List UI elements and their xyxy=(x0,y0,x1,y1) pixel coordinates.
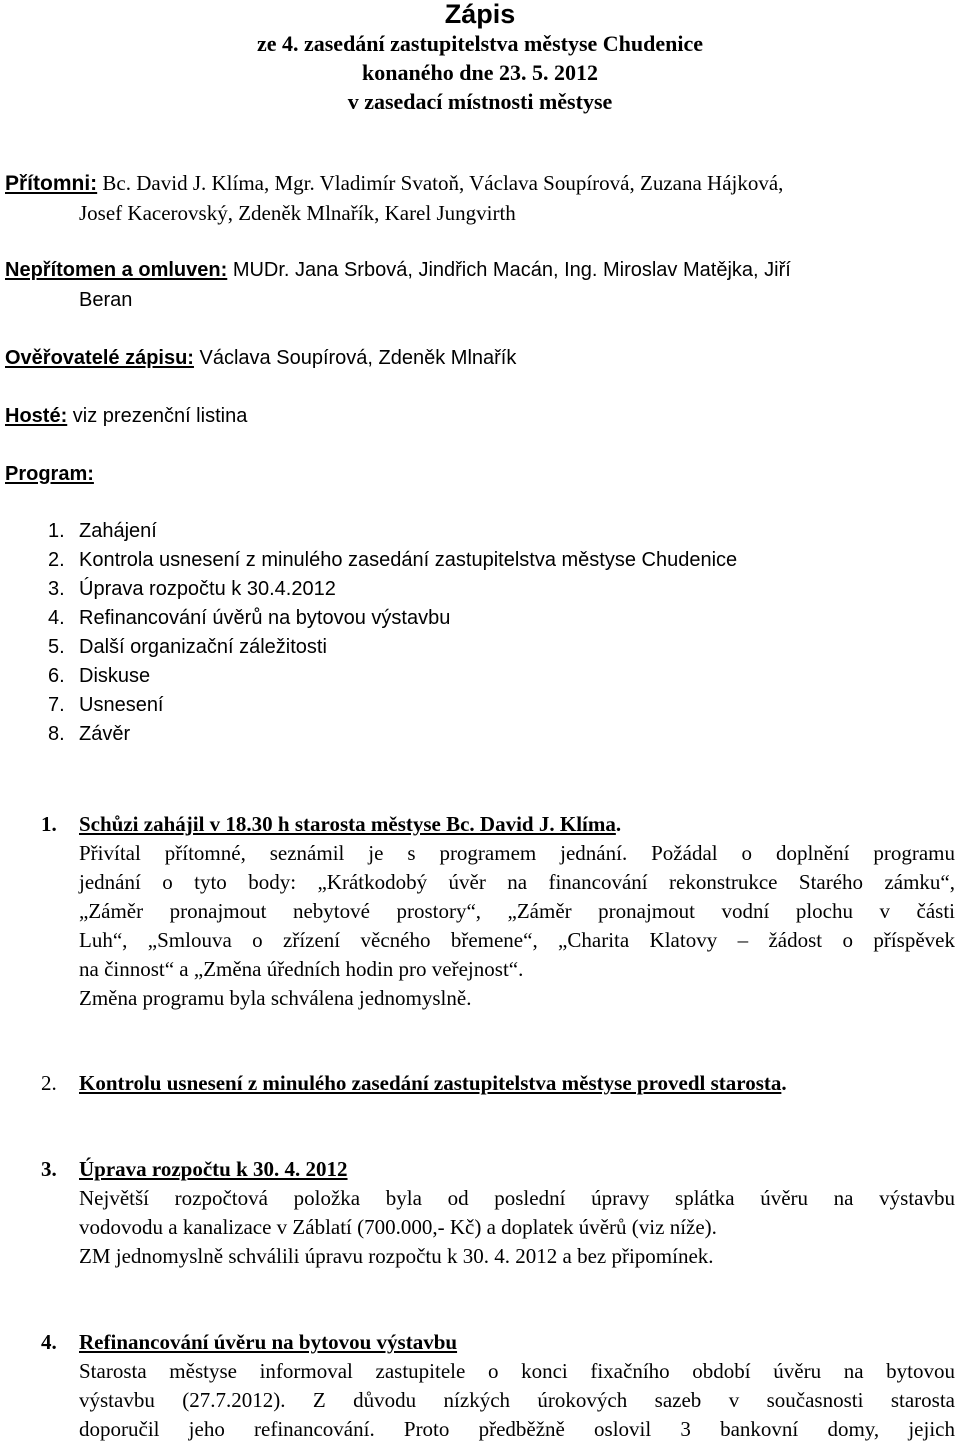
section-4-line: výstavbu (27.7.2012). Z důvodu nízkých úrokových sazeb v současnosti starosta xyxy=(79,1388,955,1412)
program-item: 7. Usnesení xyxy=(48,694,164,716)
section-3-line: ZM jednomyslně schválili úpravu rozpočtu k 30. 4. 2012 a bez připomínek. xyxy=(79,1244,714,1268)
section-3-line: Největší rozpočtová položka byla od poslední úpravy splátka úvěru na výstavbu xyxy=(79,1186,955,1210)
verifiers-label: Ověřovatelé zápisu: xyxy=(5,347,194,369)
program-item: 2. Kontrola usnesení z minulého zasedání zastupitelstva městyse Chudenice xyxy=(48,549,738,571)
section-3-number: 3. xyxy=(41,1157,57,1181)
section-1-line: „Záměr pronajmout nebytové prostory“, „Záměr pronajmout vodní plochu v části xyxy=(79,899,955,923)
section-3-heading: Úprava rozpočtu k 30. 4. 2012 xyxy=(79,1157,348,1181)
absent-row xyxy=(5,258,791,282)
section-4-line: doporučil jeho refinancování. Proto předběžně oslovil 3 bankovní domy, jejich xyxy=(79,1417,955,1441)
guests-label: Hosté: xyxy=(5,405,68,427)
section-2-heading: Kontrolu usnesení z minulého zasedání zastupitelstva městyse provedl starosta. xyxy=(79,1071,787,1095)
program-item: 5. Další organizační záležitosti xyxy=(48,636,327,658)
verifiers-row xyxy=(5,346,516,370)
section-2-number: 2. xyxy=(41,1071,57,1095)
section-4-line: Starosta městyse informoval zastupitele o konci fixačního období úvěru na bytovou xyxy=(79,1359,955,1383)
present-names-line1: Bc. David J. Klíma, Mgr. Vladimír Svatoň, Václava Soupírová, Zuzana Hájková, xyxy=(97,171,784,195)
absent-names-line2: Beran xyxy=(79,289,133,311)
meeting-date: konaného dne 23. 5. 2012 xyxy=(362,60,598,85)
present-row xyxy=(5,171,783,196)
absent-names-line1: MUDr. Jana Srbová, Jindřich Macán, Ing. Miroslav Matějka, Jiří xyxy=(227,259,791,281)
section-3-line: vodovodu a kanalizace v Záblatí (700.000,- Kč) a doplatek úvěrů (viz níže). xyxy=(79,1215,717,1239)
program-item: 3. Úprava rozpočtu k 30.4.2012 xyxy=(48,578,336,600)
guests-value: viz prezenční listina xyxy=(67,405,248,427)
present-names-line2: Josef Kacerovský, Zdeněk Mlnařík, Karel Jungvirth xyxy=(79,201,516,225)
section-1-line: jednání o tyto body: „Krátkodobý úvěr na financování rekonstrukce Starého zámku“, xyxy=(79,870,955,894)
program-item: 1. Zahájení xyxy=(48,520,157,542)
program-label: Program: xyxy=(5,463,94,485)
section-1-line: Změna programu byla schválena jednomyslně. xyxy=(79,986,472,1010)
verifiers-names: Václava Soupírová, Zdeněk Mlnařík xyxy=(193,347,517,369)
present-label: Přítomni: xyxy=(5,172,98,195)
guests-row xyxy=(5,404,247,428)
section-1-heading: Schůzi zahájil v 18.30 h starosta městyse Bc. David J. Klíma. xyxy=(79,812,622,836)
section-4-heading: Refinancování úvěru na bytovou výstavbu xyxy=(79,1330,458,1354)
section-1-line: Přivítal přítomné, seznámil je s programem jednání. Požádal o doplnění programu xyxy=(79,841,955,865)
section-1-line: Luh“, „Smlouva o zřízení věcného břemene“, „Charita Klatovy – žádost o příspěvek xyxy=(79,928,955,952)
section-4-number: 4. xyxy=(41,1330,57,1354)
absent-label: Nepřítomen a omluven: xyxy=(5,259,228,281)
program-item: 4. Refinancování úvěrů na bytovou výstavbu xyxy=(48,607,451,629)
meeting-location: v zasedací místnosti městyse xyxy=(347,89,613,114)
program-item: 6. Diskuse xyxy=(48,665,151,687)
program-item: 8. Závěr xyxy=(48,723,131,745)
section-1-line: na činnost“ a „Změna úředních hodin pro veřejnost“. xyxy=(79,957,524,981)
document-title: Zápis xyxy=(444,0,516,29)
meeting-subtitle: ze 4. zasedání zastupitelstva městyse Chudenice xyxy=(256,31,704,56)
section-1-number: 1. xyxy=(41,812,57,836)
